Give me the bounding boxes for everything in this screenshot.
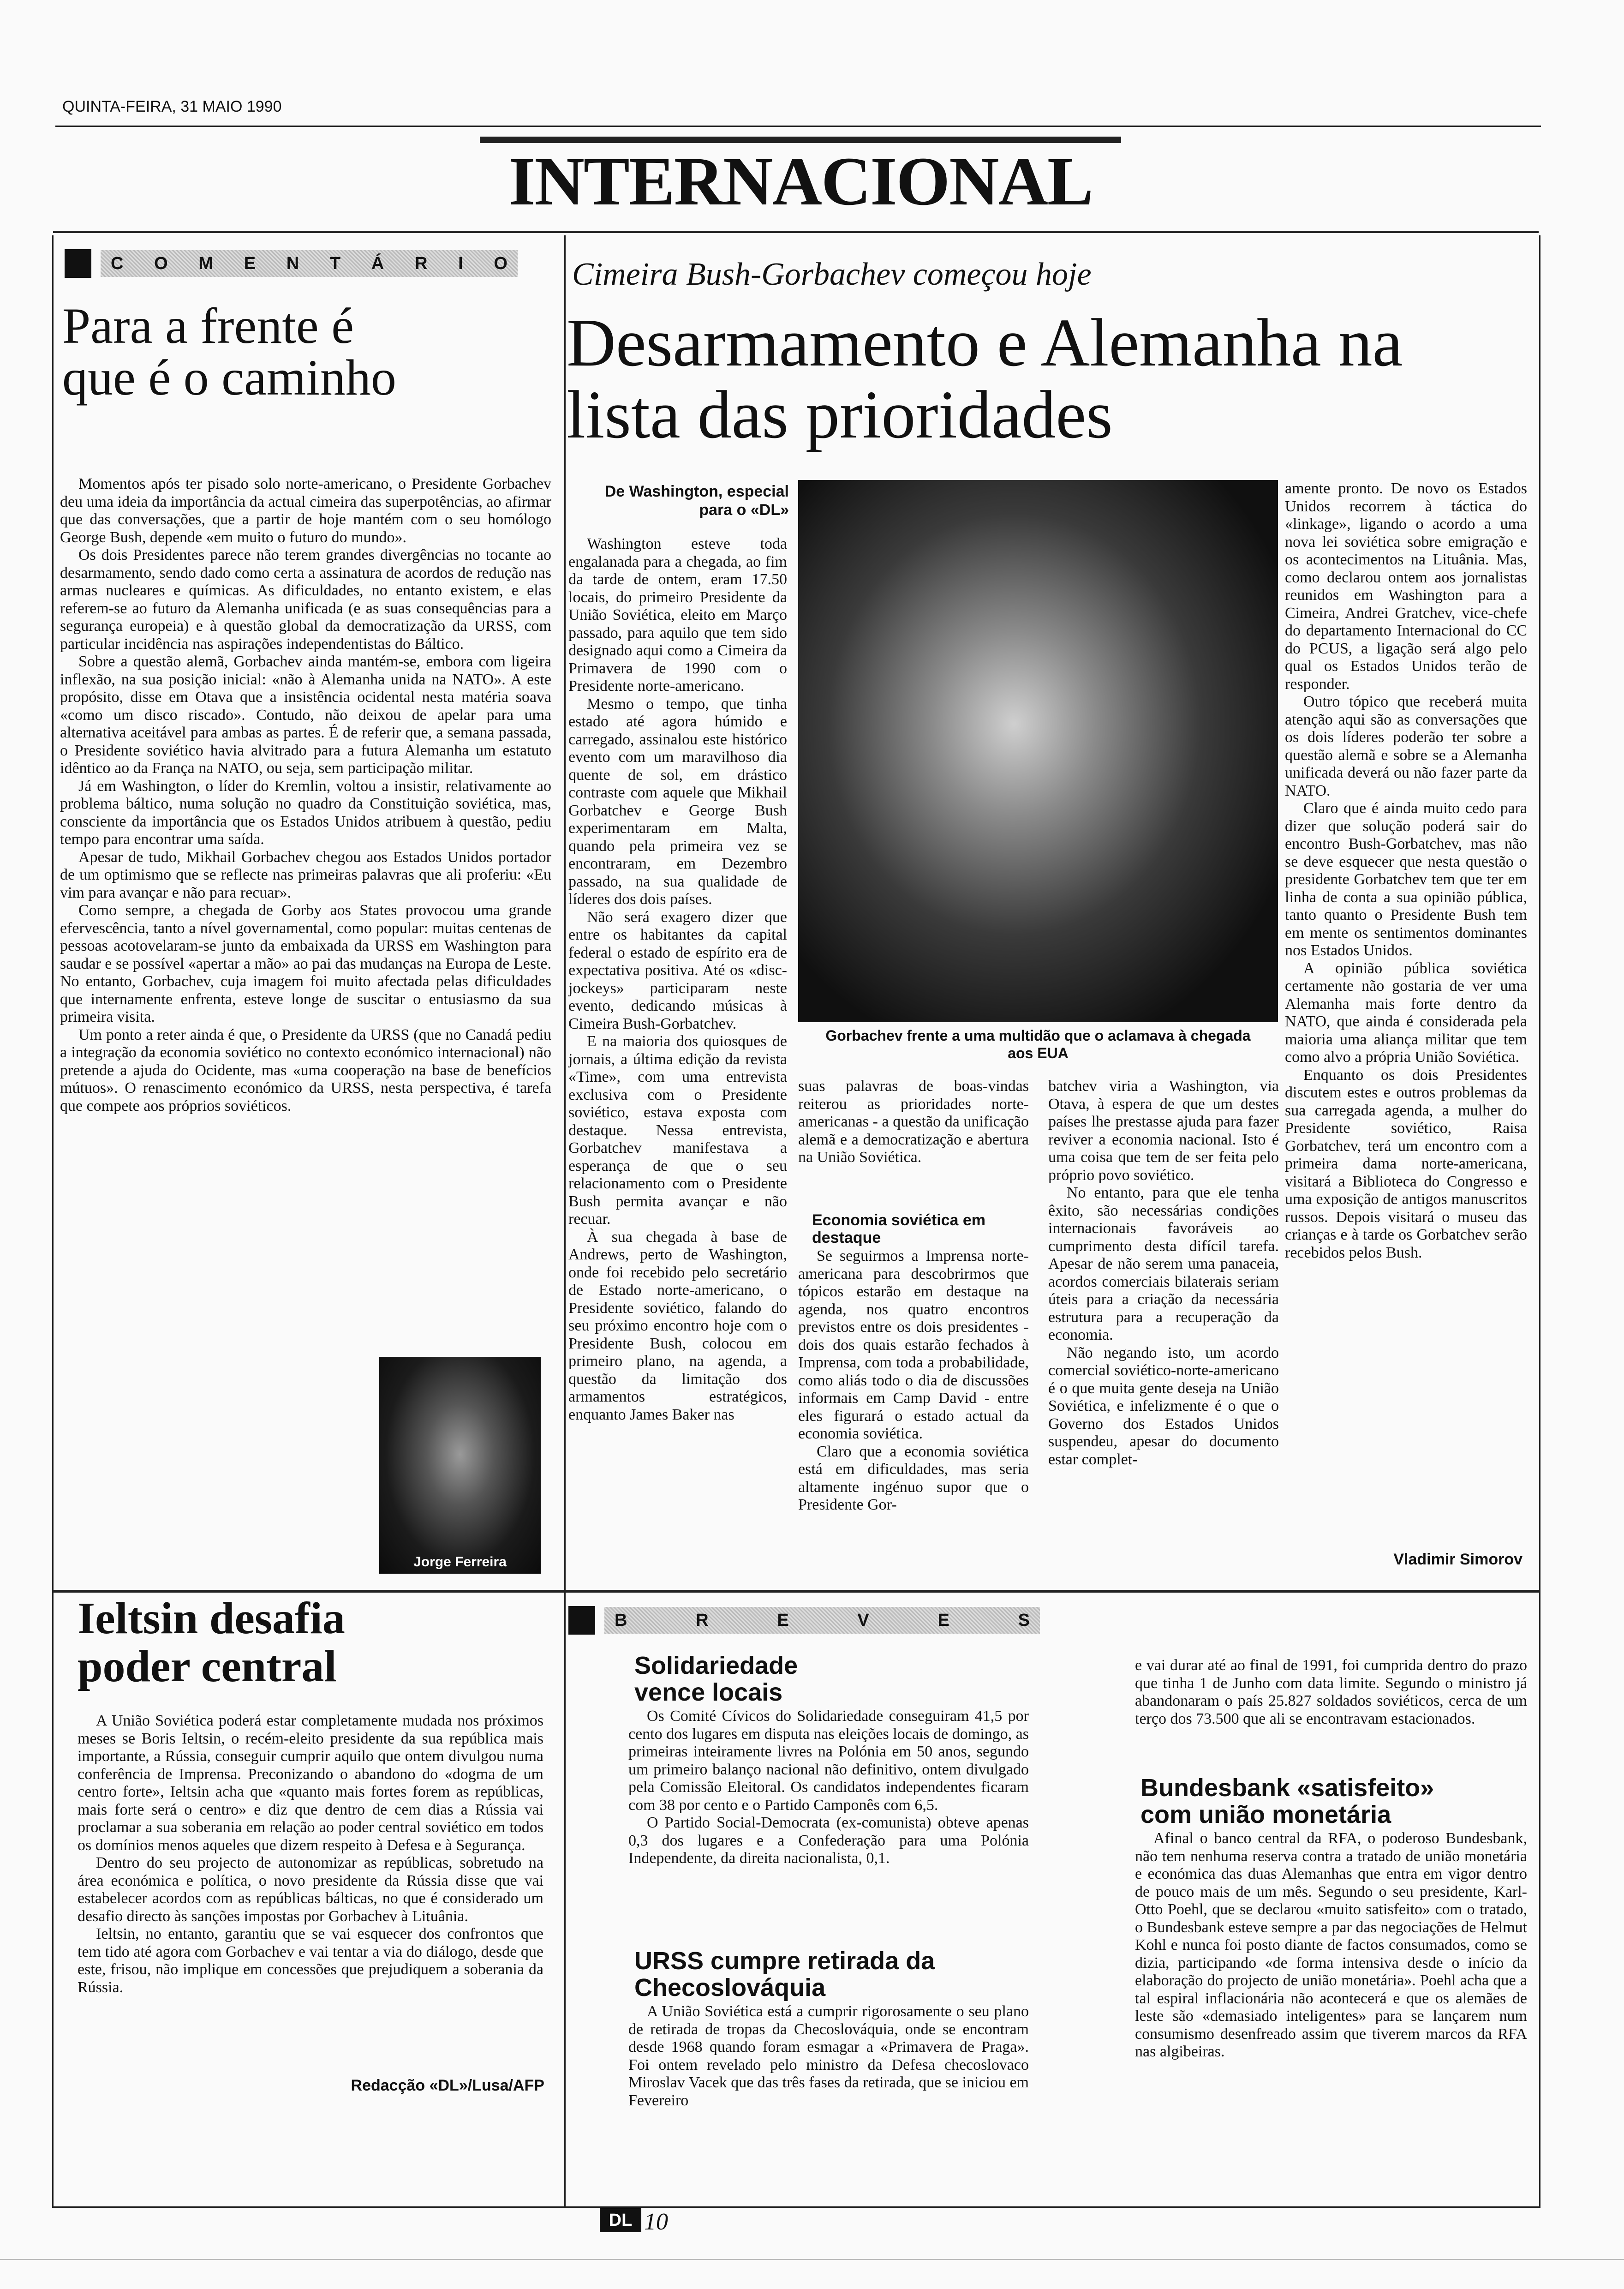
tag-letter: R: [414, 253, 428, 273]
photo-caption: Gorbachev frente a uma multidão que o aclamava à chegada aos EUA: [825, 1027, 1251, 1061]
tag-letter: I: [458, 253, 463, 273]
comment-body: [60, 475, 551, 1115]
section-rule-bottom: [53, 231, 1539, 233]
tag-letter: V: [857, 1610, 869, 1630]
paragraph: Outro tópico que receberá muita atenção aqui são as conversações que os dois líderes poderão ter sobre a questão alemã e sobre se a Alemanha unificada deverá ou não fazer parte da NATO.: [1285, 693, 1527, 799]
paragraph: Dentro do seu projecto de autonomizar as repúblicas, sobretudo na área económica e política, o novo presidente da Rússia disse que vai estabelecer acordos com as repúblicas bálticas, no que é considerado um desafio directo às sanções impostas por Gorbachev à Lituânia.: [78, 1854, 543, 1925]
paragraph: Não negando isto, um acordo comercial soviético-norte-americano é o que muita gente deseja na União Soviética, e infelizmente é o que o Governo dos Estados Unidos suspendeu, apesar do documento estar complet-: [1048, 1344, 1279, 1468]
tag-letter: E: [937, 1610, 949, 1630]
tag-letter: M: [198, 253, 214, 273]
tag-letter: O: [494, 253, 508, 273]
paragraph: batchev viria a Washington, via Otava, à espera de que um destes países lhe prestasse ajuda para fazer reviver a economia nacional. Isto é uma coisa que tem de ser feita pelo próprio povo soviético.: [1048, 1078, 1279, 1184]
paragraph: Claro que a economia soviética está em dificuldades, mas seria altamente ingénuo supor que o Presidente Gor-: [798, 1443, 1029, 1513]
breves-tag: [568, 1606, 1040, 1635]
top-rule: [55, 126, 1541, 127]
brief-1-body: [628, 1708, 1029, 1868]
dl-logo-text: DL: [609, 2211, 633, 2230]
tag-letter: S: [1018, 1610, 1030, 1630]
paragraph: À sua chegada à base de Andrews, perto de Washington, onde foi recebido pelo secretário de Estado norte-americano, o Presidente soviético, falando do seu próximo encontro hoje com o Presidente Bush, colocou em primeiro plano, na agenda, a questão da limitação dos armamentos estratégicos, enquanto James Baker nas: [568, 1228, 787, 1423]
main-col1: [568, 535, 787, 1424]
dl-logo: [600, 2208, 641, 2232]
tag-letter: B: [615, 1610, 627, 1630]
paragraph: suas palavras de boas-vindas reiterou as prioridades norte-americanas - a questão da unificação alemã e a democratização e abertura na União Soviética.: [798, 1078, 1029, 1166]
tag-letter: O: [154, 253, 168, 273]
main-headline: Desarmamento e Alemanha na lista das prioridades: [567, 305, 1403, 453]
brief-3-body: [1135, 1657, 1527, 1728]
paragraph: A União Soviética está a cumprir rigorosamente o seu plano de retirada de tropas da Checoslováquia, onde se encontram desde 1968 quando foram esmagar a «Primavera de Praga». Foi ontem revelado pelo ministro da Defesa checoslovaco Miroslav Vacek que das três fases da retirada, que se iniciou em Fevereiro: [628, 2003, 1029, 2109]
tag-letter: R: [696, 1610, 709, 1630]
main-kicker: Cimeira Bush-Gorbachev começou hoje: [572, 257, 1092, 292]
tag-letter: Á: [371, 253, 384, 273]
bottom-rule: [0, 2259, 1624, 2260]
brief-2-body: [628, 2003, 1029, 2109]
col2-subhead: Economia soviética em destaque: [812, 1211, 986, 1246]
comment-tag: [65, 249, 518, 278]
tag-letter: C: [111, 253, 124, 273]
tag-square-icon: [568, 1606, 595, 1635]
gorbachev-photo: [798, 480, 1278, 1022]
brief-1-title: Solidariedade vence locais: [634, 1652, 798, 1706]
paragraph: Washington esteve toda engalanada para a chegada, ao fim da tarde de ontem, eram 17.50 locais, do primeiro Presidente da União Soviética, eleito em Março passado, para aquilo que tem sido designado aqui como a Cimeira da Primavera de 1990 com o Presidente norte-americano.: [568, 535, 787, 695]
breves-tag-letters: [604, 1607, 1040, 1634]
paragraph: Momentos após ter pisado solo norte-americano, o Presidente Gorbachev deu uma ideia da importância da actual cimeira das superpotências, ao afirmar que das conversações, que a partir de hoje mantém com o seu homólogo George Bush, depende «em muito o futuro do mundo».: [60, 475, 551, 546]
comment-title: Para a frente é que é o caminho: [62, 298, 396, 406]
tag-square-icon: [65, 249, 91, 278]
page-number: 10: [644, 2209, 668, 2235]
section-rule: [480, 137, 1121, 143]
paragraph: Apesar de tudo, Mikhail Gorbachev chegou aos Estados Unidos portador de um optimismo que se reflecte nas primeiras palavras que ali proferiu: «Eu vim para avançar e não para recuar».: [60, 848, 551, 901]
paragraph: e vai durar até ao final de 1991, foi cumprida dentro do prazo que tinha 1 de Junho com data limite. Segundo o ministro já abandonaram o país 25.827 soldados soviéticos, cerca de um terço dos 73.500 que ali se encontravam estacionados.: [1135, 1657, 1527, 1727]
paragraph: A opinião pública soviética certamente não gostaria de ver uma Alemanha mais forte dentro da NATO, que ainda é considerada pela maioria uma aliança militar que tem como alvo a própria União Soviética.: [1285, 959, 1527, 1066]
author-photo: [379, 1357, 541, 1574]
paragraph: Sobre a questão alemã, Gorbachev ainda mantém-se, embora com ligeira inflexão, na sua posição inicial: «não à Alemanha unida na NATO». A este propósito, disse em Otava que a insistência ocidental nesta matéria soava «como um disco riscado». Contudo, não deixou de apelar para uma alternativa aceitável para ambas as partes. É de referir que, a semana passada, o Presidente soviético havia alvitrado para a futura Alemanha um estatuto idêntico ao da França na NATO, ou seja, sem participação militar.: [60, 653, 551, 777]
paragraph: Afinal o banco central da RFA, o poderoso Bundesbank, não tem nenhuma reserva contra a tratado de união monetária e económica das duas Alemanhas que entra em vigor dentro de pouco mais de um mês. Segundo o seu presidente, Karl-Otto Poehl, que se declarou «muito satisfeito» com o tratado, o Bundesbank esteve sempre a par das negociações de Helmut Kohl e nunca foi posto diante de factos consumados, como se dizia, participando «de forma intensiva desde o início da elaboração do projecto de união monetária». Poehl acha que a tal espiral inflacionária não acontecerá e que os alemães de leste são «demasiado inteligentes» para se lançarem num consumismo desenfreado assim que tiverem marcos da RFA nas algibeiras.: [1135, 1830, 1527, 2060]
comment-tag-letters: [101, 250, 518, 277]
paragraph: Não será exagero dizer que entre os habitantes da capital federal o estado de espírito era de expectativa positiva. Até os «disc-jockeys» participaram neste evento, dedicando músicas à Cimeira Bush-Gorbatchev.: [568, 908, 787, 1032]
tag-letter: T: [329, 253, 341, 273]
tag-letter: N: [286, 253, 299, 273]
section-title: INTERNACIONAL: [508, 143, 1093, 220]
main-signature: Vladimir Simorov: [1393, 1551, 1522, 1568]
brief-2-title: URSS cumpre retirada da Checoslováquia: [634, 1947, 935, 2001]
paragraph: Ieltsin, no entanto, garantiu que se vai esquecer dos confrontos que tem tido até agora com Gorbachev e vai tentar a via do diálogo, desde que este, frisou, não implique em concessões que prejudiquem a soberania da Rússia.: [78, 1925, 543, 1996]
tag-letter: E: [777, 1610, 789, 1630]
tag-letter: E: [244, 253, 256, 273]
paragraph: O Partido Social-Democrata (ex-comunista) obteve apenas 0,3 dos lugares e a Confederação para uma Polónia Independente, da direita nacionalista, 0,1.: [628, 1814, 1029, 1867]
main-byline: De Washington, especial para o «DL»: [604, 483, 789, 519]
paragraph: No entanto, para que ele tenha êxito, são necessárias condições internacionais favoráveis ao cumprimento desta difícil tarefa. Apesar de não serem uma panaceia, acordos comerciais bilaterais seriam úteis para a criação da necessária estrutura para a recuperação da economia.: [1048, 1184, 1279, 1343]
ieltsin-body: [78, 1712, 543, 1996]
paragraph: E na maioria dos quiosques de jornais, a última edição da revista «Time», com uma entrevista exclusiva com o Presidente soviético, estava exposta com destaque. Nessa entrevista, Gorbatchev manifestava a esperança de que o seu relacionamento com o Presidente Bush permita avançar e não recuar.: [568, 1033, 787, 1228]
paragraph: Como sempre, a chegada de Gorby aos States provocou uma grande efervescência, tanto a nível governamental, como popular: muitas centenas de pessoas acotovelaram-se junto da embaixada da URSS em Washington para saudar e se possível «apertar a mão» ao pai das mudanças na Europa de Leste. No entanto, Gorbachev, cuja imagem foi muito afectada pelas dificuldades que internamente enfrenta, esteve longe de suscitar o entusiasmo da sua primeira visita.: [60, 902, 551, 1025]
main-col3: [1048, 1078, 1279, 1468]
paragraph: Se seguirmos a Imprensa norte-americana para descobrirmos que tópicos estarão em destaque na agenda, nos quatro encontros previstos entre os dois presidentes - dois dos quais estarão fechados à Imprensa, com toda a probabilidade, como aliás todo o dia de discussões informais em Camp David - entre eles figurará o estado actual da economia soviética.: [798, 1247, 1029, 1442]
brief-4-title: Bundesbank «satisfeito» com união monetária: [1140, 1774, 1434, 1828]
paragraph: Um ponto a reter ainda é que, o Presidente da URSS (que no Canadá pediu a integração da economia soviético no contexto económico internacional) não pretende a ajuda do Ocidente, mas «uma cooperação na base de benefícios mútuos». O renascimento económico da URSS, nesta perspectiva, é tarefa que compete aos próprios soviéticos.: [60, 1026, 551, 1115]
paragraph: Os Comité Cívicos do Solidariedade conseguiram 41,5 por cento dos lugares em disputa nas eleições locais de domingo, as primeiras inteiramente livres na Polónia em 50 anos, segundo um primeiro balanço nacional não definitivo, ontem divulgado pela Comissão Eleitoral. Os candidatos independentes ficaram com 38 por cento e o Partido Camponês com 6,5.: [628, 1708, 1029, 1814]
main-col2b: [798, 1247, 1029, 1514]
main-col4: [1285, 480, 1527, 1262]
brief-4-body: [1135, 1830, 1527, 2061]
paragraph: Mesmo o tempo, que tinha estado até agora húmido e carregado, assinalou este histórico evento com um maravilhoso dia quente de sol, em drástico contraste com aquele que Mikhail Gorbatchev e George Bush experimentaram em Malta, quando pela primeira vez se encontraram, em Dezembro passado, na sua qualidade de líderes dos dois países.: [568, 695, 787, 908]
issue-date: QUINTA-FEIRA, 31 MAIO 1990: [62, 98, 282, 115]
paragraph: A União Soviética poderá estar completamente mudada nos próximos meses se Boris Ieltsin, o recém-eleito presidente da sua república mais importante, a Rússia, conseguir cumprir aquilo que ontem divulgou numa conferência de Imprensa. Preconizando o abandono do «dogma de um centro forte», Ieltsin acha que «quanto mais fortes forem as repúblicas, mais forte será o centro» e diz que dentro de cem dias a Rússia vai proclamar a sua soberania em relação ao poder central soviético em todos os domínios menos aqueles que dizem respeito à Defesa e à Segurança.: [78, 1712, 543, 1854]
paragraph: Os dois Presidentes parece não terem grandes divergências no tocante ao desarmamento, sendo dado como certa a assinatura de acordos de redução nas armas nucleares e químicas. As dificuldades, no entanto existem, e elas referem-se ao futuro da Alemanha unificada (e as suas consequências para a segurança europeia) e à questão global da democratização da URSS, com particular incidência nas aspirações independentistas do Báltico.: [60, 546, 551, 653]
paragraph: amente pronto. De novo os Estados Unidos recorrem à táctica do «linkage», ligando o acordo a uma nova lei soviética sobre emigração e os acontecimentos na Lituânia. Mas, como declarou ontem aos jornalistas reunidos em Washington para a Cimeira, Andrei Gratchev, vice-chefe do departamento Internacional do CC do PCUS, a ligação será algo pelo qual os Estados Unidos terão de responder.: [1285, 480, 1527, 693]
main-col2: [798, 1078, 1029, 1167]
paragraph: Claro que é ainda muito cedo para dizer que solução poderá sair do encontro Bush-Gorbatchev, mas não se deve esquecer que nesta questão o presidente Gorbatchev tem que ter em linha de conta a sua opinião pública, tanto quanto o Presidente Bush tem em mente os sentimentos dominantes nos Estados Unidos.: [1285, 800, 1527, 959]
ieltsin-credit: Redacção «DL»/Lusa/AFP: [351, 2077, 544, 2094]
paragraph: Enquanto os dois Presidentes discutem estes e outros problemas da sua carregada agenda, a mulher do Presidente soviético, Raisa Gorbatchev, terá um encontro com a primeira dama norte-americana, visitará a Biblioteca do Congresso e uma exposição de antigos manuscritos russos. Depois visitará o museu das crianças e à tarde os Gorbatchev serão recebidos pelos Bush.: [1285, 1066, 1527, 1261]
paragraph: Já em Washington, o líder do Kremlin, voltou a insistir, relativamente ao problema báltico, numa solução no quadro da Constituição soviética, mas, consciente da importância que os Estados Unidos atribuem à questão, pediu tempo para encontrar uma saída.: [60, 777, 551, 848]
author-name: Jorge Ferreira: [413, 1554, 507, 1570]
ieltsin-title: Ieltsin desafia poder central: [78, 1594, 345, 1691]
